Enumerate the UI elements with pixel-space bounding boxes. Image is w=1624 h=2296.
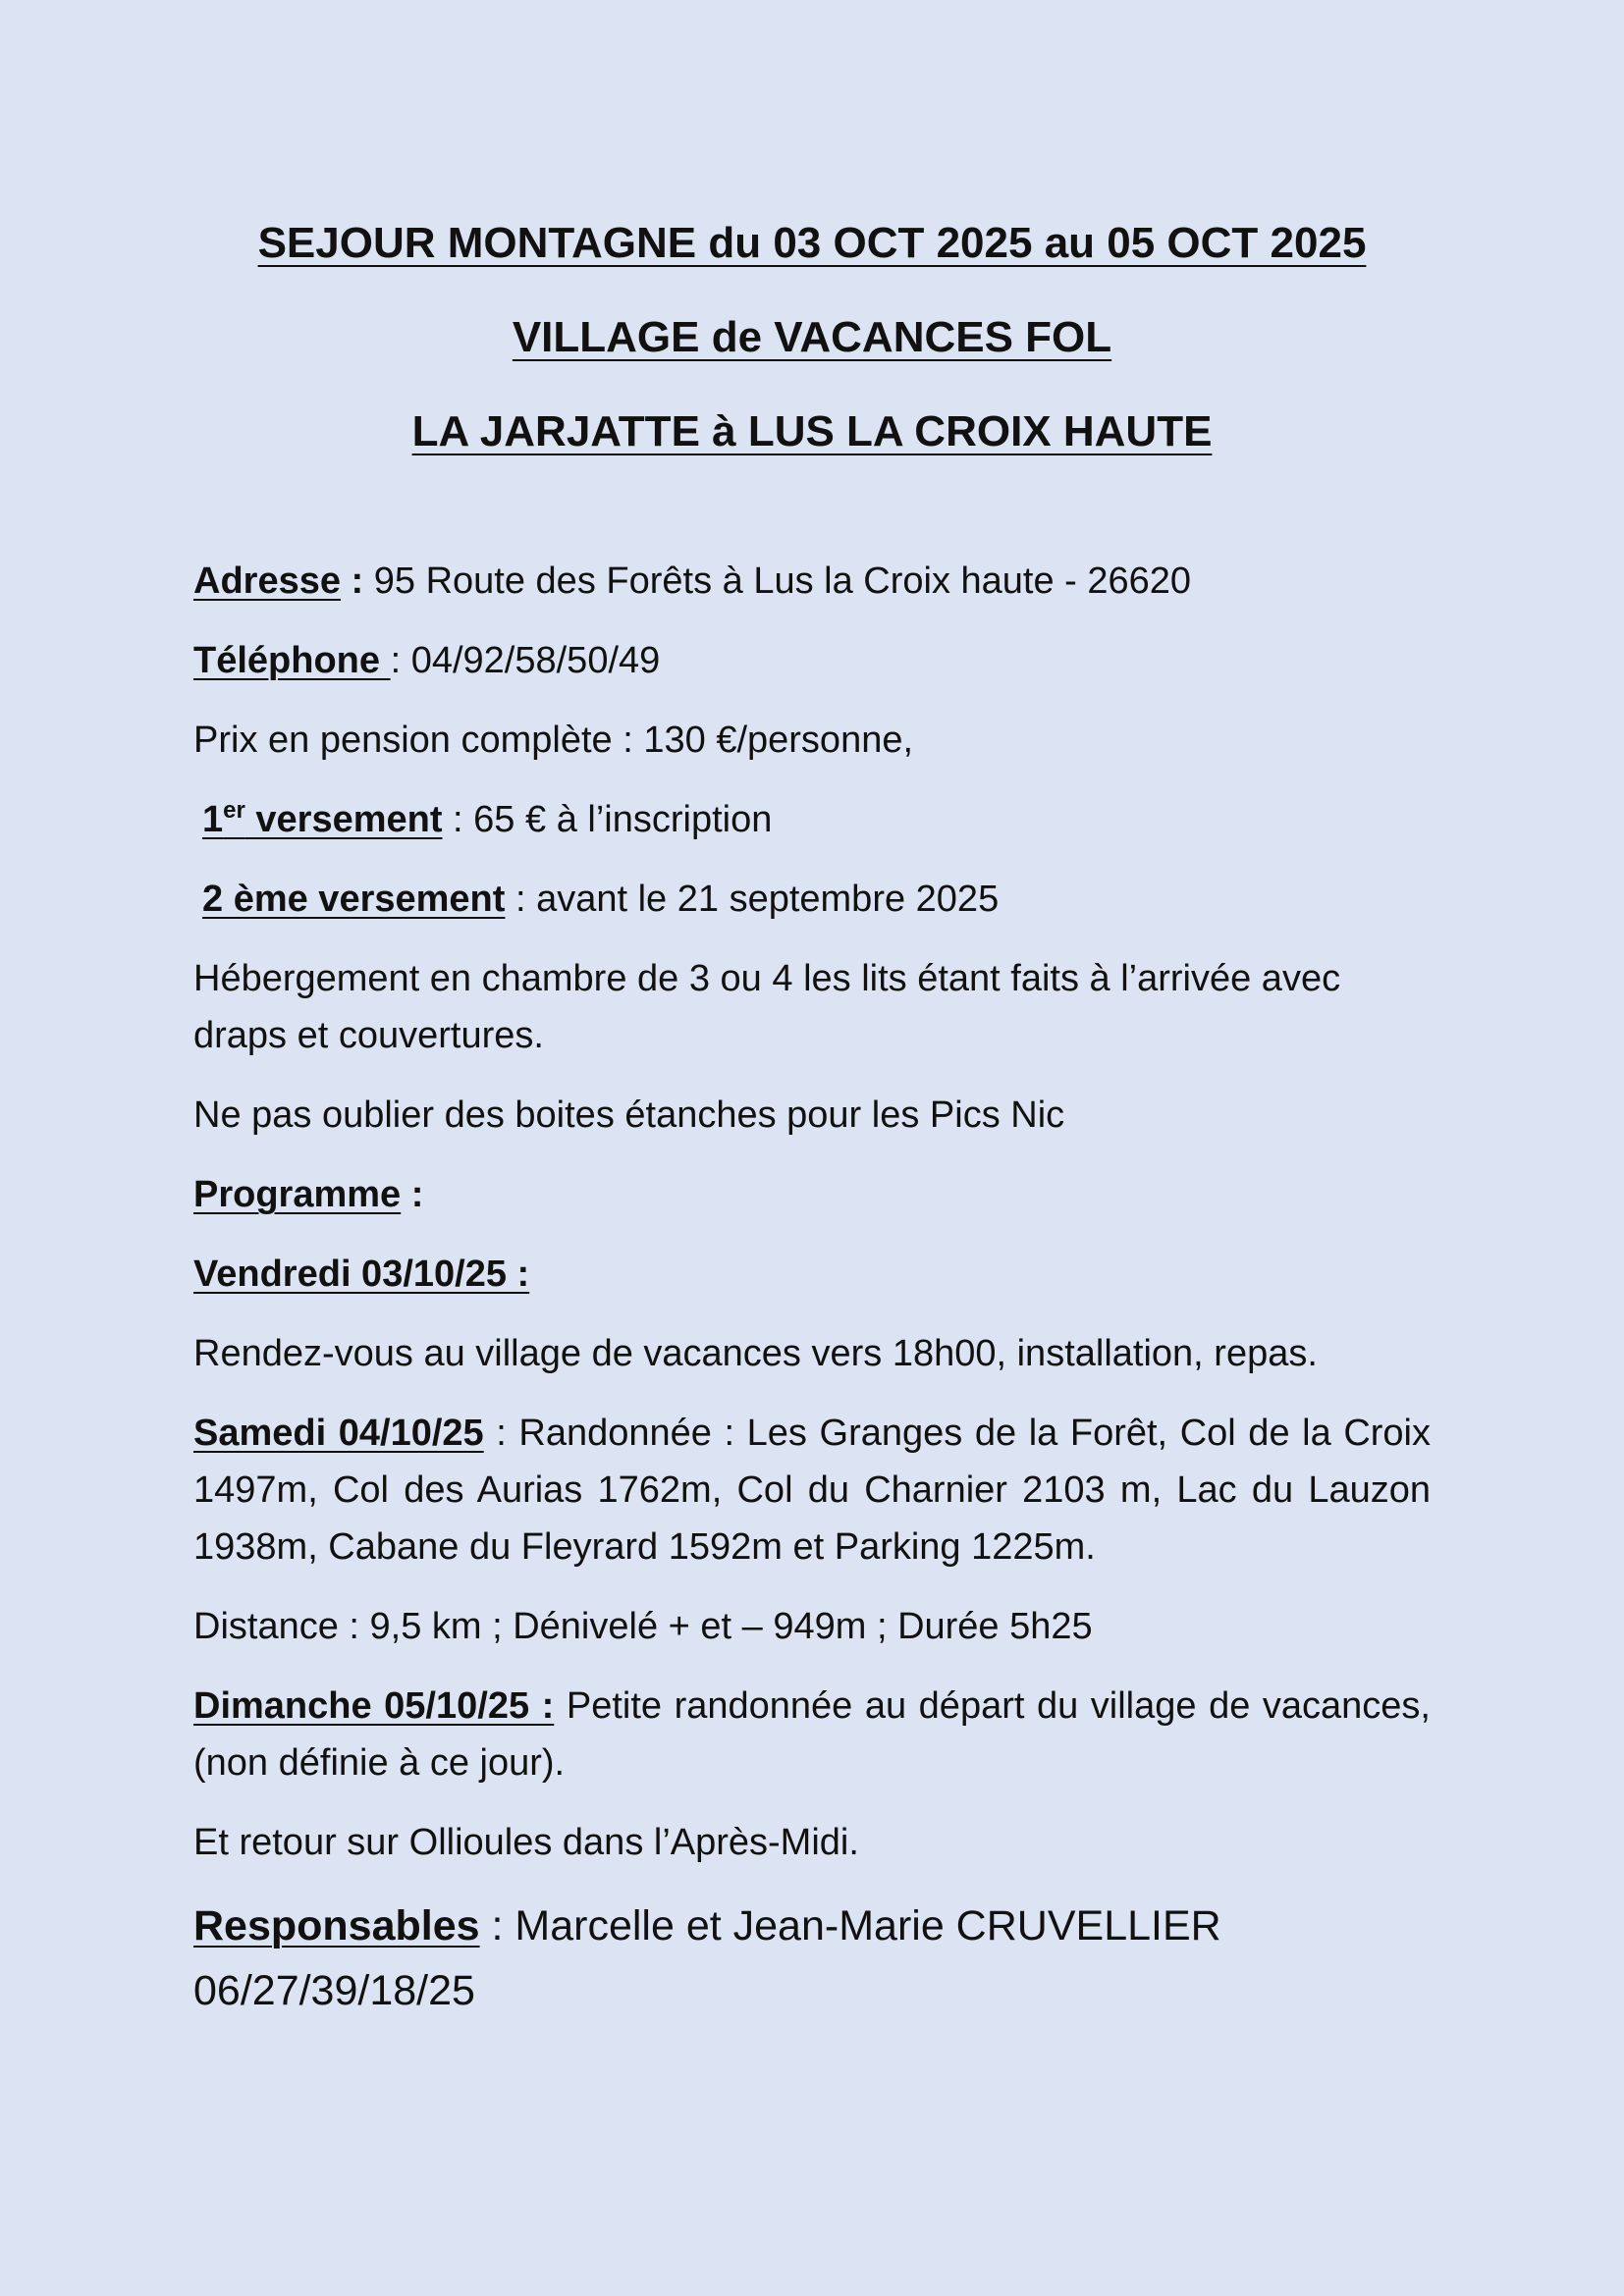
friday-heading <box>193 1246 1431 1303</box>
saturday-stats: Distance : 9,5 km ; Dénivelé + et – 949m ; Durée 5h25 <box>193 1606 1093 1647</box>
address-sep: : <box>340 561 374 602</box>
responsables-phone: 06/27/39/18/25 <box>193 1967 475 2014</box>
payment1-line <box>193 791 1431 848</box>
program-heading <box>193 1166 1431 1223</box>
responsables-paragraph <box>193 1894 1431 2023</box>
sunday-text: Petite randonnée au départ du village de vacances, (non définie à ce jour). <box>193 1685 1431 1784</box>
address-line <box>193 553 1431 610</box>
program-sep: : <box>401 1174 424 1215</box>
payment2-value: : avant le 21 septembre 2025 <box>505 879 1000 920</box>
reminder-line: Ne pas oublier des boites étanches pour les Pics Nic <box>193 1095 1065 1136</box>
friday-text: Rendez-vous au village de vacances vers 18h00, installation, repas. <box>193 1333 1318 1374</box>
sunday-label: Dimanche 05/10/25 : <box>193 1685 555 1727</box>
saturday-text: : Randonnée : Les Granges de la Forêt, Col de la Croix 1497m, Col des Aurias 1762m, Col du Charnier 2103 m, Lac du Lauzon 1938m, Cabane du Fleyrard 1592m et Parking 1225m. <box>193 1413 1431 1568</box>
title-block <box>0 196 1624 479</box>
payment2-line <box>193 871 1431 928</box>
payment1-label-rest: versement <box>244 799 443 840</box>
sunday-paragraph <box>193 1678 1431 1791</box>
price-line: Prix en pension complète : 130 €/personne, <box>193 720 914 761</box>
title-line-1: SEJOUR MONTAGNE du 03 OCT 2025 au 05 OCT 2025 <box>257 219 1367 267</box>
payment1-label-sup: er <box>223 797 245 824</box>
phone-value: 04/92/58/50/49 <box>410 640 661 681</box>
phone-label: Téléphone <box>193 640 391 681</box>
friday-label: Vendredi 03/10/25 : <box>193 1254 530 1295</box>
payment1-label-num: 1 <box>202 799 224 840</box>
address-label: Adresse <box>193 561 341 602</box>
address-value: 95 Route des Forêts à Lus la Croix haute - 26620 <box>373 561 1192 602</box>
program-label: Programme <box>193 1174 402 1215</box>
saturday-paragraph <box>193 1405 1431 1575</box>
payment1-value: : 65 € à l’inscription <box>442 799 773 840</box>
saturday-label: Samedi 04/10/25 <box>193 1413 484 1454</box>
title-line-2: VILLAGE de VACANCES FOL <box>512 313 1112 361</box>
phone-sep: : <box>390 640 411 681</box>
responsables-label: Responsables <box>193 1902 480 1949</box>
sunday-return: Et retour sur Ollioules dans l’Après-Midi. <box>193 1822 859 1863</box>
phone-line <box>193 632 1431 689</box>
title-line-3: LA JARJATTE à LUS LA CROIX HAUTE <box>411 407 1213 455</box>
lodging-paragraph: Hébergement en chambre de 3 ou 4 les lits étant faits à l’arrivée avec draps et couvertures. <box>193 958 1341 1056</box>
payment2-label: 2 ème versement <box>202 879 506 920</box>
document-body <box>193 553 1431 2046</box>
responsables-names: : Marcelle et Jean-Marie CRUVELLIER <box>479 1902 1221 1949</box>
payment1-label <box>202 799 443 840</box>
